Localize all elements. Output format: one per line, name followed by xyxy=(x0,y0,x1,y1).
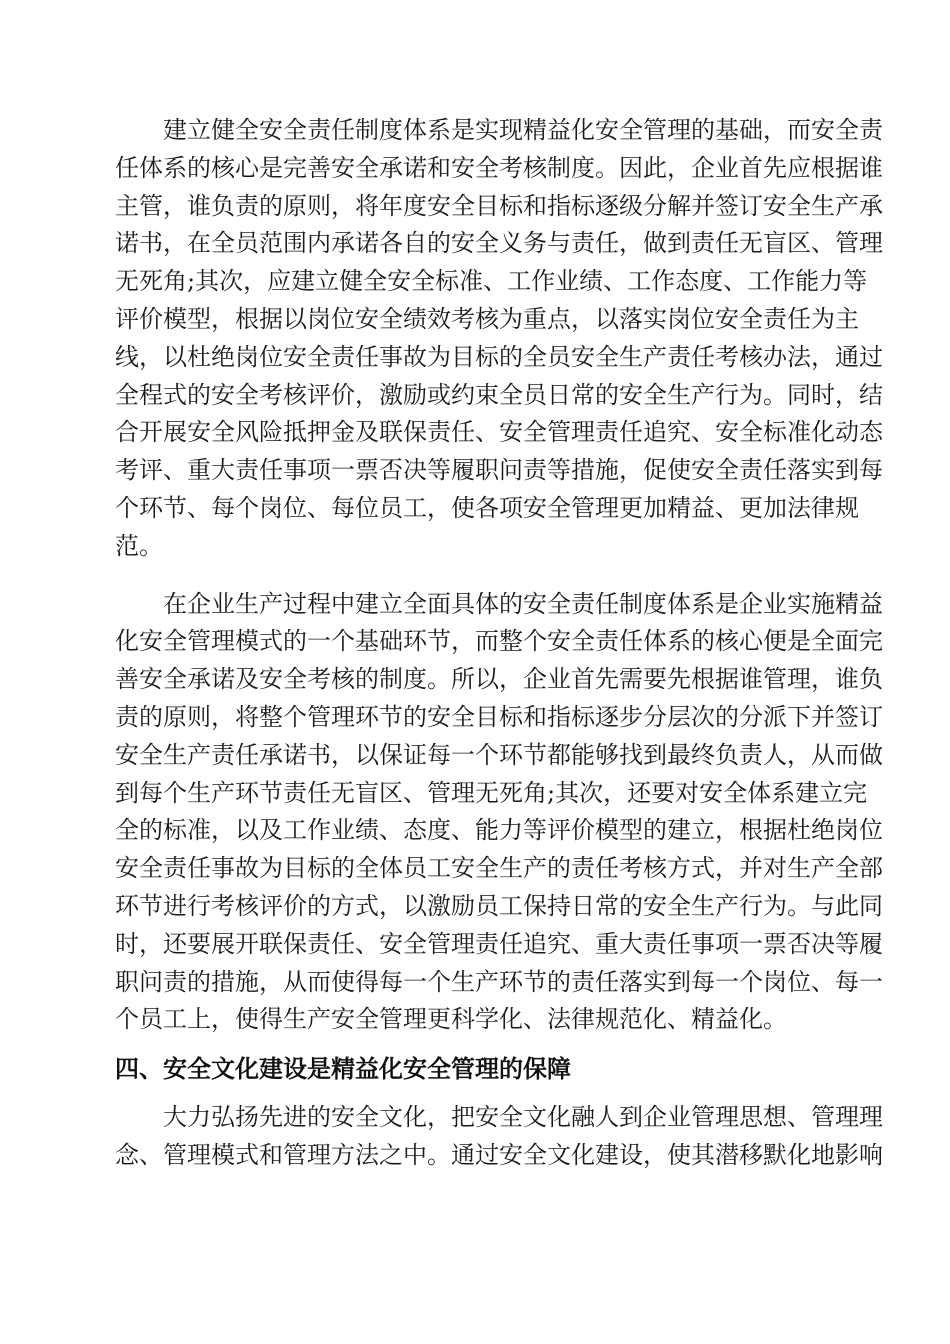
paragraph-line: 评价模型，根据以岗位安全绩效考核为重点，以落实岗位安全责任为主 xyxy=(115,304,859,333)
paragraph-line: 安全生产责任承诺书，以保证每一个环节都能够找到最终负责人，从而做 xyxy=(115,740,883,769)
paragraph-line: 范。 xyxy=(115,531,163,560)
paragraph-line: 合开展安全风险抵押金及联保责任、安全管理责任追究、安全标准化动态 xyxy=(115,418,883,447)
paragraph-line: 善安全承诺及安全考核的制度。所以，企业首先需要先根据谁管理，谁负 xyxy=(115,665,883,694)
paragraph-line: 考评、重大责任事项一票否决等履职问责等措施，促使安全责任落实到每 xyxy=(115,456,883,485)
paragraph-line: 建立健全安全责任制度体系是实现精益化安全管理的基础，而安全责 xyxy=(163,116,883,144)
document-body xyxy=(115,112,883,1175)
paragraph-line: 无死角;其次，应建立健全安全标准、工作业绩、工作态度、工作能力等 xyxy=(115,267,868,296)
paragraph-line: 时，还要展开联保责任、安全管理责任追究、重大责任事项一票否决等履 xyxy=(115,929,883,958)
heading-spacer xyxy=(115,1089,835,1099)
paragraph-line: 诺书，在全员范围内承诺各自的安全义务与责任，做到责任无盲区、管理 xyxy=(115,229,883,258)
paragraph-line: 念、管理模式和管理方法之中。通过安全文化建设，使其潜移默化地影响 xyxy=(115,1140,883,1169)
paragraph-line: 全程式的安全考核评价，激励或约束全员日常的安全生产行为。同时，结 xyxy=(115,380,883,409)
paragraph-spacer xyxy=(115,566,835,586)
paragraph-line: 环节进行考核评价的方式，以激励员工保持日常的安全生产行为。与此同 xyxy=(115,891,883,920)
paragraph-line: 个员工上，使得生产安全管理更科学化、法律规范化、精益化。 xyxy=(115,1005,787,1034)
paragraph-safety-responsibility xyxy=(115,112,883,566)
paragraph-line: 在企业生产过程中建立全面具体的安全责任制度体系是企业实施精益 xyxy=(163,589,883,618)
paragraph-line: 责的原则，将整个管理环节的安全目标和指标逐步分层次的分派下并签订 xyxy=(115,702,883,731)
paragraph-line: 化安全管理模式的一个基础环节，而整个安全责任体系的核心便是全面完 xyxy=(115,627,883,656)
paragraph-safety-culture xyxy=(115,1099,883,1175)
paragraph-line: 任体系的核心是完善安全承诺和安全考核制度。因此，企业首先应根据谁 xyxy=(115,153,883,182)
heading-spacer xyxy=(115,1039,835,1049)
paragraph-line: 个环节、每个岗位、每位员工，使各项安全管理更加精益、更加法律规 xyxy=(115,493,859,522)
paragraph-line: 主管，谁负责的原则，将年度安全目标和指标逐级分解并签订安全生产承 xyxy=(115,191,883,220)
paragraph-enterprise-production xyxy=(115,586,883,1040)
paragraph-line: 职问责的措施，从而使得每一个生产环节的责任落实到每一个岗位、每一 xyxy=(115,967,883,996)
paragraph-line: 到每个生产环节责任无盲区、管理无死角;其次，还要对安全体系建立完 xyxy=(115,778,868,807)
section-heading: 四、安全文化建设是精益化安全管理的保障 xyxy=(115,1055,571,1084)
paragraph-line: 全的标准，以及工作业绩、态度、能力等评价模型的建立，根据杜绝岗位 xyxy=(115,816,883,845)
paragraph-line: 安全责任事故为目标的全体员工安全生产的责任考核方式，并对生产全部 xyxy=(115,854,883,883)
paragraph-line: 大力弘扬先进的安全文化，把安全文化融人到企业管理思想、管理理 xyxy=(163,1103,883,1132)
paragraph-line: 线，以杜绝岗位安全责任事故为目标的全员安全生产责任考核办法，通过 xyxy=(115,342,883,371)
